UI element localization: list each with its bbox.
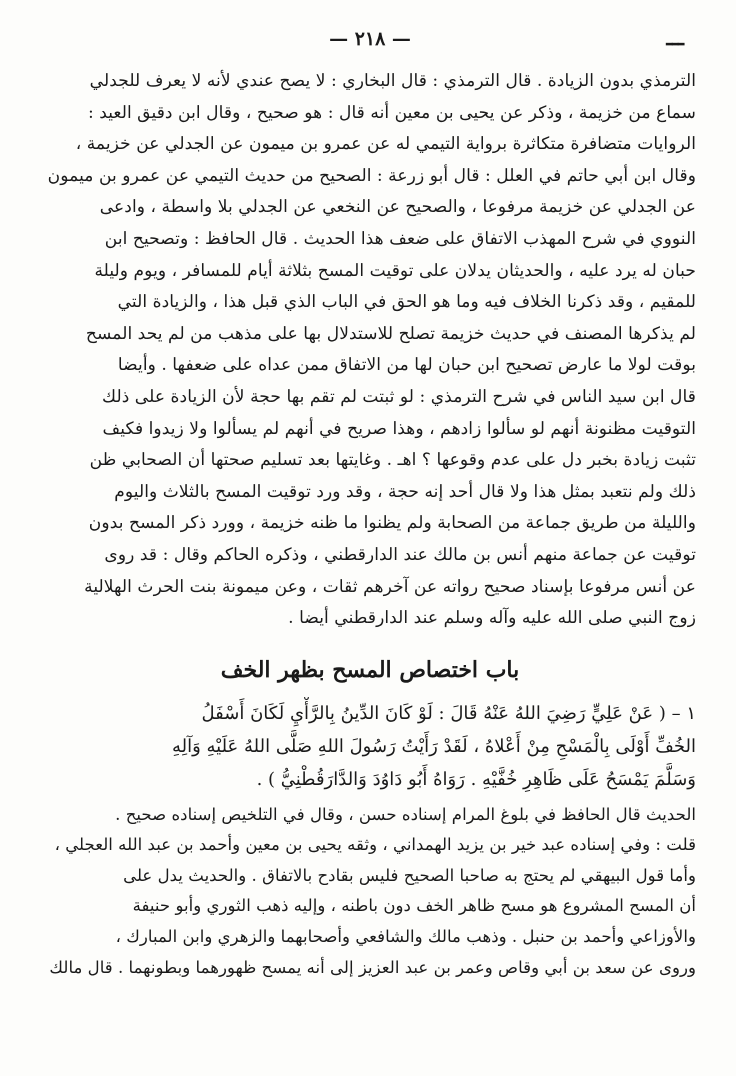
text-line: سماع من خزيمة ، وذكر عن يحيى بن معين أنه قال : هو صحيح ، وقال ابن دقيق العيد : bbox=[87, 102, 696, 123]
commentary-text bbox=[44, 800, 696, 984]
page-header bbox=[44, 26, 696, 66]
commentary-line: وروى عن سعد بن أبي وقاص وعمر بن عبد العزيز إلى أنه يمسح ظهورهما وبطونهما . قال مالك bbox=[49, 957, 696, 977]
text-line: لم يذكرها المصنف في حديث خزيمة تصلح للاستدلال بها على مذهب من لم يحد المسح bbox=[85, 323, 696, 344]
corner-mark: ـــ bbox=[666, 26, 684, 50]
commentary-line: قلت : وفي إسناده عبد خير بن يزيد الهمداني ، وثقه يحيى بن معين وأحمد بن عبد الله العجلي ، bbox=[54, 835, 696, 855]
hadith-line: وَسَلَّمَ يَمْسَحُ عَلَى ظَاهِرِ خُفَّيْهِ . رَوَاهُ أَبُو دَاوُدَ وَالدَّارَقُطْنِيُّ ) . bbox=[256, 768, 696, 790]
text-line: التوقيت مظنونة أنهم لو سألوا زادهم ، وهذا صريح في أنهم لم يسألوا ولا زيدوا فكيف bbox=[102, 418, 696, 439]
text-line: عن الجدلي عن خزيمة مرفوعا ، والصحيح عن النخعي عن الجدلي بلا واسطة ، وادعى bbox=[99, 197, 696, 218]
hadith-line: ١ – ( عَنْ عَلِيٍّ رَضِيَ اللهُ عَنْهُ قَالَ : لَوْ كَانَ الدِّينُ بِالرَّأْيِ لَكَانَ أَسْفَلُ bbox=[201, 702, 696, 724]
text-line: الترمذي بدون الزيادة . قال الترمذي : قال البخاري : لا يصح عندي لأنه لا يعرف للجدلي bbox=[89, 71, 696, 91]
hadith-line: الخُفِّ أَوْلَى بِالْمَسْحِ مِنْ أَعْلاهُ ، لَقَدْ رَأَيْتُ رَسُولَ اللهِ صَلَّى اللهُ عَلَيْهِ وَآلِهِ bbox=[171, 735, 696, 757]
text-line: تثبت زيادة بخبر دل على عدم وقوعها ؟ اهـ . وغايتها بعد تسليم صحتها أن الصحابي ظن bbox=[89, 450, 696, 471]
section-continuation bbox=[44, 66, 696, 635]
text-line: الروايات متضافرة متكاثرة برواية التيمي له عن عمرو بن ميمون عن الجدلي عن خزيمة ، bbox=[75, 134, 696, 155]
commentary-line: أن المسح المشروع هو مسح ظاهر الخف دون باطنه ، وإليه ذهب الثوري وأبو حنيفة bbox=[132, 896, 696, 916]
text-line: ذلك ولم نتعبد بمثل هذا ولا قال أحد إنه حجة ، وقد ورد توقيت المسح بالثلاث واليوم bbox=[114, 481, 696, 502]
text-line: عن أنس مرفوعا بإسناد صحيح رواته عن آخرهم ثقات ، وعن ميمونة بنت الحرث الهلالية bbox=[84, 576, 696, 597]
commentary-line: والأوزاعي وأحمد بن حنبل . وذهب مالك والشافعي وأصحابهما والزهري وابن المبارك ، bbox=[115, 927, 696, 947]
text-line: والليلة من طريق جماعة من الصحابة ولم يظنوا ما ظنه خزيمة ، وورد ذكر المسح بدون bbox=[88, 513, 696, 534]
text-line: زوج النبي صلى الله عليه وآله وسلم عند الدارقطني أيضا . bbox=[288, 608, 696, 629]
page-number: — ٢١٨ — bbox=[329, 28, 411, 50]
text-line: وقال ابن أبي حاتم في العلل : قال أبو زرعة : الصحيح من حديث التيمي عن عمرو بن ميمون bbox=[47, 165, 696, 186]
commentary-line: وأما قول البيهقي لم يحتج به صاحبا الصحيح فليس بقادح بالاتفاق . والحديث يدل على bbox=[123, 865, 696, 885]
chapter-title: باب اختصاص المسح بظهر الخف bbox=[220, 656, 520, 683]
text-line: النووي في شرح المهذب الاتفاق على ضعف هذا الحديث . قال الحافظ : وتصحيح ابن bbox=[104, 228, 696, 249]
text-line: حبان له يرد عليه ، والحديثان يدلان على توقيت المسح بثلاثة أيام للمسافر ، ويوم وليلة bbox=[94, 260, 696, 281]
text-line: قال ابن سيد الناس في شرح الترمذي : لو ثبتت لم تقم بها حجة لأن الزيادة على ذلك bbox=[101, 386, 696, 407]
text-line: بوقت لولا ما عارض تصحيح ابن حبان لها من الاتفاق ممن عداه على ضعفها . وأيضا bbox=[117, 355, 696, 376]
text-line: للمقيم ، وقد ذكرنا الخلاف فيه وما هو الحق في الباب الذي قبل هذا ، والزيادة التي bbox=[117, 292, 696, 313]
hadith-text bbox=[44, 697, 696, 796]
commentary-line: الحديث قال الحافظ في بلوغ المرام إسناده حسن ، وقال في التلخيص إسناده صحيح . bbox=[115, 804, 696, 824]
text-line: توقيت عن جماعة منهم أنس بن مالك عند الدارقطني ، وذكره الحاكم وقال : قد روى bbox=[104, 544, 696, 565]
